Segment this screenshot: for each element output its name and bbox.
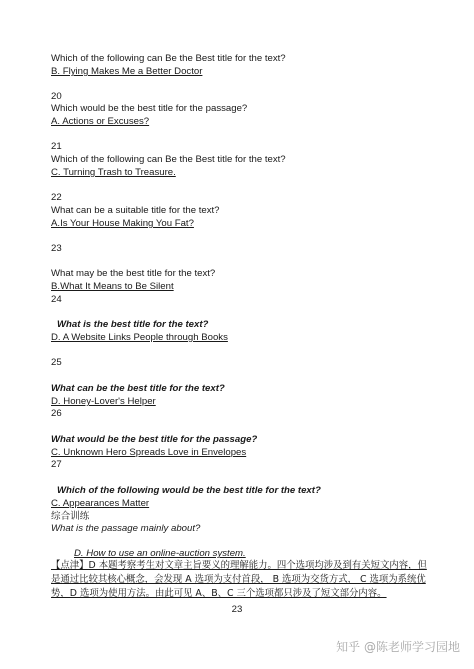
answer-21: C. Turning Trash to Treasure. [51,167,176,178]
question-25: What can be the best title for the text? [51,383,225,394]
question-number-23: 23 [51,243,62,254]
question-22: What can be a suitable title for the text? [51,205,220,216]
watermark: 知乎 @陈老师学习园地 [336,640,460,654]
practice-comment: 【点津】D 本题考察考生对文章主旨要义的理解能力。四个选项均涉及到有关短文内容，但是通过比较其核心概念，会发现 A 选项为支付首段， B 选项为交货方式， C 选项为系统优势，D 选项为使用方法。由此可见 A、B、C 三个选项都只涉及了短文部分内容。 [51,560,427,599]
question-number-20: 20 [51,91,62,102]
answer-26: C. Unknown Hero Spreads Love in Envelopes [51,447,247,458]
question-number-21: 21 [51,141,62,152]
answer-20: A. Actions or Excuses? [51,116,150,127]
question-23: What may be the best title for the text? [51,268,216,279]
question-number-24: 24 [51,294,62,305]
question-21: Which of the following can Be the Best title for the text? [51,154,286,165]
answer-27: C. Appearances Matter [51,498,150,509]
practice-answer: D. How to use an online-auction system. [74,548,246,559]
answer-19: B. Flying Makes Me a Better Doctor [51,66,203,77]
answer-25: D. Honey-Lover's Helper [51,396,156,407]
question-27: Which of the following would be the best title for the text? [57,485,321,496]
page-number: 23 [231,604,243,615]
practice-heading: 综合训练 [51,511,90,522]
practice-question: What is the passage mainly about? [51,523,201,534]
question-19: Which of the following can Be the Best title for the text? [51,53,286,64]
question-number-27: 27 [51,459,62,470]
question-number-25: 25 [51,357,62,368]
answer-22: A.Is Your House Making You Fat? [51,218,194,229]
question-20: Which would be the best title for the passage? [51,103,248,114]
question-24: What is the best title for the text? [57,319,209,330]
question-26: What would be the best title for the passage? [51,434,258,445]
answer-24: D. A Website Links People through Books [51,332,228,343]
answer-23: B.What It Means to Be Silent [51,281,174,292]
question-number-26: 26 [51,408,62,419]
question-number-22: 22 [51,192,62,203]
